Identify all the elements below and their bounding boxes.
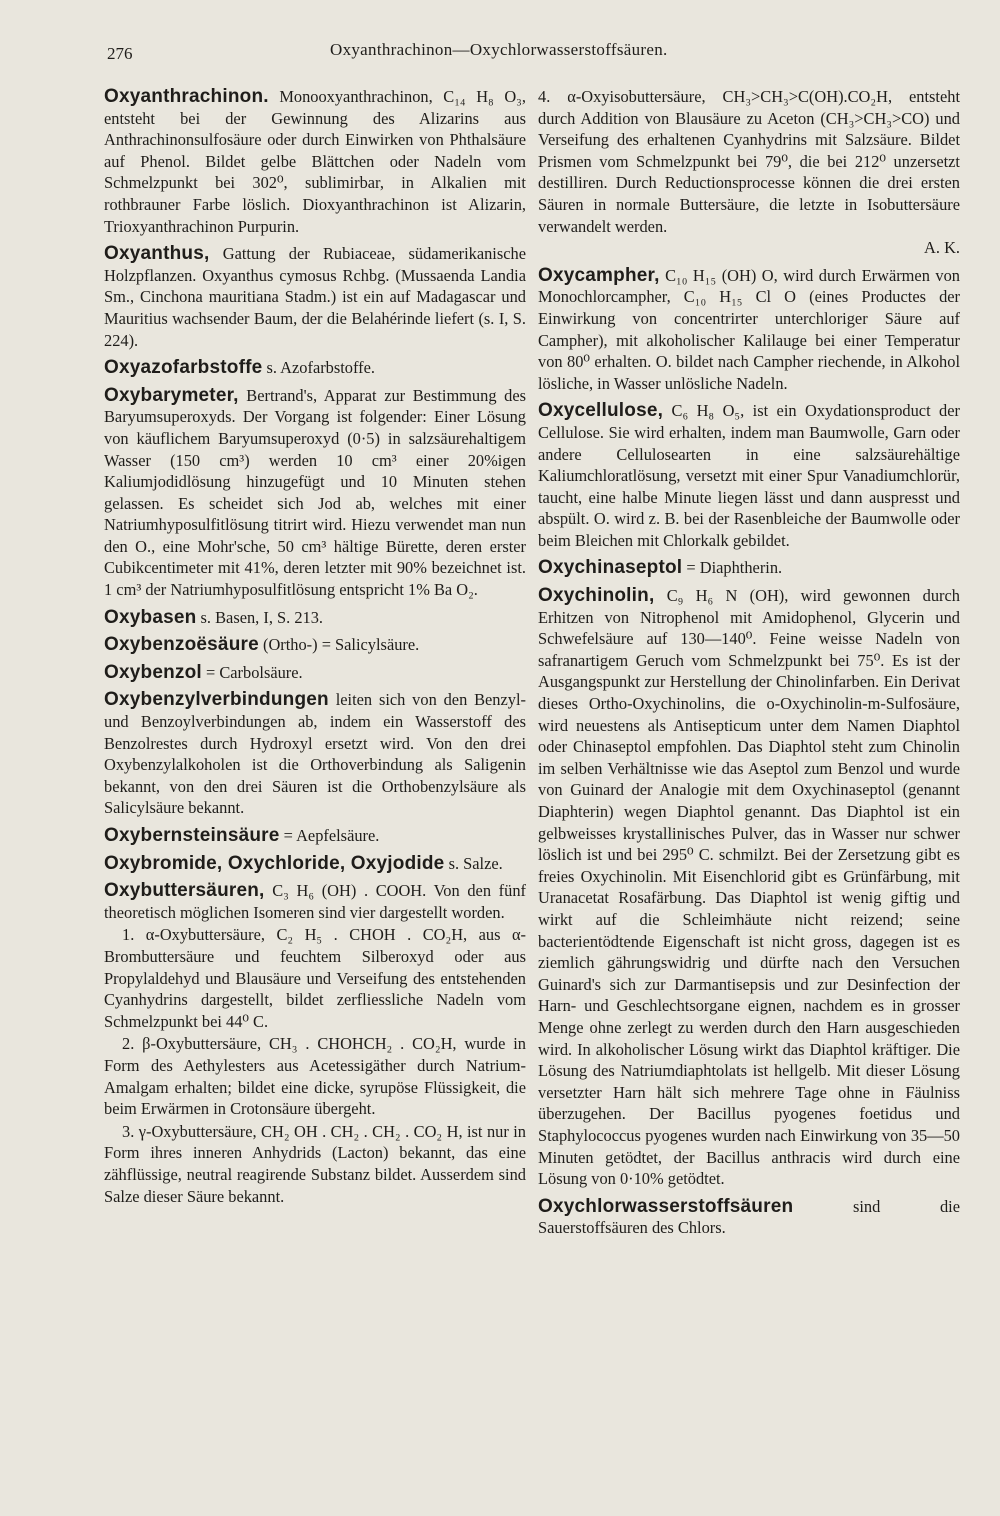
entry-paragraph [104, 243, 526, 351]
dictionary-entry [104, 880, 526, 1207]
entry-headword: Oxyazofarbstoffe [104, 357, 263, 379]
entry-text: sind die Sauerstoffsäuren des Chlors. [538, 1196, 960, 1238]
entry-headword: Oxybernsteinsäure [104, 825, 280, 846]
running-title: Oxyanthrachinon—Oxychlorwasserstoffsäuren. [330, 40, 668, 59]
right-column [538, 86, 960, 1245]
entry-paragraph [104, 662, 526, 684]
entry-text: s. Salze. [448, 853, 503, 873]
entry-text: s. Azofarbstoffe. [266, 358, 375, 378]
entry-headword: Oxybasen [104, 606, 197, 628]
entry-headword: Oxyanthrachinon. [104, 86, 269, 107]
dictionary-entry [538, 400, 960, 551]
entry-text: = Aepfelsäure. [283, 826, 380, 845]
entry-text: Gattung der Rubiaceae, südamerikanische Holzpflanzen. Oxyanthus cymosus Rchbg. (Mussaenda Landia Sm., Cinchona mauritiana Stadm.) ist ein auf Madagascar und Mauritius wachsender Baum, der die Belahérinde liefert (s. I, S. 224). [104, 244, 526, 350]
entry-text: 4. α-Oxyisobuttersäure, CH₃>CH₃>C(OH).CO₂H, entsteht durch Addition von Blausäure zu Aceton (CH₃>CH₃>CO) und Verseifung des erhaltenen Cyanhydrins mit Salzsäure. Bildet Prismen vom Schmelzpunkt bei 79⁰, die bei 212⁰ unzersetzt destilliren. Durch Reductionsprocesse können die drei ersten Säuren in normale Buttersäure, die letzte in Isobuttersäure verwandelt werden. [538, 87, 960, 236]
entry-paragraph [538, 557, 960, 579]
page-number: 276 [107, 44, 133, 63]
dictionary-entry [104, 86, 526, 237]
entry-paragraph [104, 880, 526, 923]
dictionary-entry [538, 86, 960, 259]
dictionary-entry [538, 585, 960, 1190]
entry-text: = Diaphtherin. [686, 558, 783, 578]
dictionary-entry [104, 385, 526, 601]
entry-text: C₁₀ H₁₅ (OH) O, wird durch Erwärmen von Monochlorcampher, C₁₀ H₁₅ Cl O (eines Productes der Einwirkung von concentrirter unterchloriger Säure auf Campher), mit alkoholischer Kalilauge bei einer Temperatur von 80⁰ erhalten. O. bildet nach Campher riechende, in Alkohol lösliche, in Wasser unlösliche Nadeln. [538, 265, 960, 393]
entry-text: C₆ H₈ O₅, ist ein Oxydationsproduct der Cellulose. Sie wird erhalten, indem man Baumwolle, Garn oder andere Cellulosearten in eine salzsäurehältige Kaliumchloratlösung, versetzt mit einer Spur Vanadiumchlorür, taucht, eine halbe Minute liegen lässt und dann auspresst und abspült. O. wird z. B. bei der Rasenbleiche der Baumwolle oder beim Bleichen mit Chlorkalk gebildet. [538, 401, 960, 550]
entry-subitem: 1. α-Oxybuttersäure, C₂ H₅ . CHOH . CO₂H, aus α-Brombuttersäure und feuchtem Silberoxyd oder aus Propylaldehyd und Blausäure und Verseifung des entstehenden Cyanhydrins dargestellt, bildet zerfliessliche Nadeln vom Schmelzpunkt bei 44⁰ C. [104, 925, 526, 1031]
entry-headword: Oxychinaseptol [538, 557, 683, 579]
entry-paragraph [104, 825, 526, 847]
dictionary-entry [538, 265, 960, 395]
entry-headword: Oxybuttersäuren, [104, 880, 265, 902]
entry-headword: Oxybarymeter, [104, 384, 239, 406]
entry-subitem: 2. β-Oxybuttersäure, CH₃ . CHOHCH₂ . CO₂H, wurde in Form des Aethylesters aus Acetessigäther durch Natrium-Amalgam erhalten; bildet eine dicke, syrupöse Flüssigkeit, die beim Erwärmen in Crotonsäure übergeht. [104, 1034, 526, 1119]
entry-subitem: 3. γ-Oxybuttersäure, CH₂ OH . CH₂ . CH₂ . CO₂ H, ist nur in Form ihres inneren Anhydrids (Lacton) bekannt, das eine zähflüssige, neutral reagirende Substanz bildet. Ausserdem sind Salze dieser Säure bekannt. [104, 1121, 526, 1206]
entry-paragraph [538, 86, 960, 237]
entry-headword: Oxybromide, Oxychloride, Oxyjodide [104, 852, 445, 874]
entry-text: C₉ H₆ N (OH), wird gewonnen durch Erhitzen von Nitrophenol mit Amidophenol, Glycerin und Schwefelsäure auf 130—140⁰. Feine weisse Nadeln von safranartigem Geruch vom Schmelzpunkt bei 75⁰. Es ist der Ausgangspunkt zur Herstellung der Chinolinfarben. Ein Derivat dieses Ortho-Oxychinolins, die o-Oxychinolin-m-Sulfosäure, wird neuestens als Antisepticum unter dem Namen Diaphtol oder Chinaseptol empfohlen. Das Diaphtol steht zum Chinolin im selben Verhältnisse wie das Aseptol zum Benzol und wurde von Guinard der Analogie mit dem Oxychinaseptol (genannt Diaphterin) wegen Diaphtol genannt. Das Diaphtol ist ein gelbweisses krystallinisches Pulver, das in Wasser nur schwer löslich ist und bei 295⁰ C. schmilzt. Bei der Zersetzung gibt es freies Oxychinolin. Mit Eisenchlorid gibt es Grünfärbung, mit Uranacetat Rosafärbung. Das Diaphtol ist wenig giftig und wirkt auf die Schleimhäute nicht reizend; seine bacterientödtende Eigenschaft ist nicht gross, dagegen ist es ziemlich gährungswidrig und dürfte nach den Versuchen Guinard's sich zur Darmantisepsis und zur Desinfection der Harn- und Geschlechtsorgane eignen, nachdem es in grosser Menge ohne zerlegt zu werden durch den Harn ausgeschieden wird. In alkoholischer Lösung wirkt das Diaphtol kräftiger. Die Lösung des Natriumdiaphtolats ist hellgelb. Mit dieser Lösung versetzter Harn hält sich mehrere Tage ohne in Fäulniss überzugehen. Der Bacillus pyogenes foetidus und Staphylococcus pyogenes wurden nach Einwirkung von 35—50 Minuten getödtet, der Bacillus anthracis wird durch eine Lösung von 0·10% getödtet. [538, 586, 960, 1189]
dictionary-entry [104, 825, 526, 847]
entry-headword: Oxycampher, [538, 264, 660, 286]
entry-text: = Carbolsäure. [206, 662, 303, 682]
entry-paragraph [104, 357, 526, 379]
left-column [104, 86, 526, 1213]
dictionary-entry [104, 853, 526, 875]
entry-headword: Oxybenzoësäure [104, 634, 259, 656]
dictionary-entry [104, 662, 526, 684]
entry-paragraph [104, 853, 526, 875]
entry-headword: Oxychinolin, [538, 585, 655, 607]
entry-text: s. Basen, I, S. 213. [200, 607, 324, 627]
author-signature: A. K. [924, 238, 960, 258]
entry-text: Monooxyanthrachinon, C₁₄ H₈ O₃, entsteht bei der Gewinnung des Alizarins aus Anthrachinonsulfosäure oder durch Einwirken von Phthalsäure auf Phenol. Bildet gelbe Blättchen oder Nadeln vom Schmelzpunkt bei 302⁰, sublimirbar, in Alkalien mit rothbrauner Farbe löslich. Dioxyanthrachinon ist Alizarin, Trioxyanthrachinon Purpurin. [104, 87, 526, 236]
entry-paragraph [538, 1196, 960, 1239]
dictionary-entry [104, 357, 526, 379]
entry-paragraph [104, 634, 526, 656]
entry-paragraph [104, 689, 526, 819]
entry-headword: Oxybenzol [104, 661, 202, 683]
entry-text: (Ortho-) = Salicylsäure. [262, 635, 420, 655]
dictionary-entry [104, 634, 526, 656]
dictionary-entry [538, 557, 960, 579]
entry-text: C₃ H₆ (OH) . COOH. Von den fünf theoretisch möglichen Isomeren sind vier dargestellt worden. [104, 881, 526, 922]
dictionary-entry [538, 1196, 960, 1239]
entry-paragraph [104, 607, 526, 629]
entry-paragraph [104, 86, 526, 237]
entry-text: Bertrand's, Apparat zur Bestimmung des Baryumsuperoxyds. Der Vorgang ist folgender: Einer Lösung von käuflichem Baryumsuperoxyd (0·5) in salzsäurehaltigem Wasser (150 cm³) werden 10 cm³ einer 20%igen Kaliumjodidlösung hinzugefügt und 10 Minuten stehen gelassen. Es scheidet sich Jod ab, welches mit einer Natriumhyposulfitlösung titrirt wird. Hiezu verwendet man nun den O., eine Mohr'sche, 50 cm³ hältige Bürette, deren erster Cubikcentimeter mit 41%, deren letzter mit 90% bezeichnet ist. 1 cm³ der Natriumhyposulfitlösung entspricht 1% Ba O₂. [104, 385, 526, 600]
entry-paragraph [538, 400, 960, 551]
entry-text: leiten sich von den Benzyl- und Benzoylverbindungen ab, indem ein Wasserstoff des Benzolrestes durch Hydroxyl ersetzt wird. Von den drei Oxybenzylalkoholen ist die Orthoverbindung als Saligenin bekannt, von den drei Säuren ist die Orthobenzylsäure als Salicylsäure bekannt. [104, 690, 526, 818]
entry-paragraph [538, 585, 960, 1190]
entry-headword: Oxycellulose, [538, 400, 664, 422]
entry-paragraph [538, 265, 960, 395]
entry-paragraph [104, 385, 526, 601]
entry-headword: Oxyanthus, [104, 243, 210, 265]
dictionary-entry [104, 689, 526, 819]
entry-headword: Oxychlorwasserstoffsäuren [538, 1195, 794, 1217]
dictionary-entry [104, 607, 526, 629]
entry-headword: Oxybenzylverbindungen [104, 689, 329, 711]
dictionary-entry [104, 243, 526, 351]
